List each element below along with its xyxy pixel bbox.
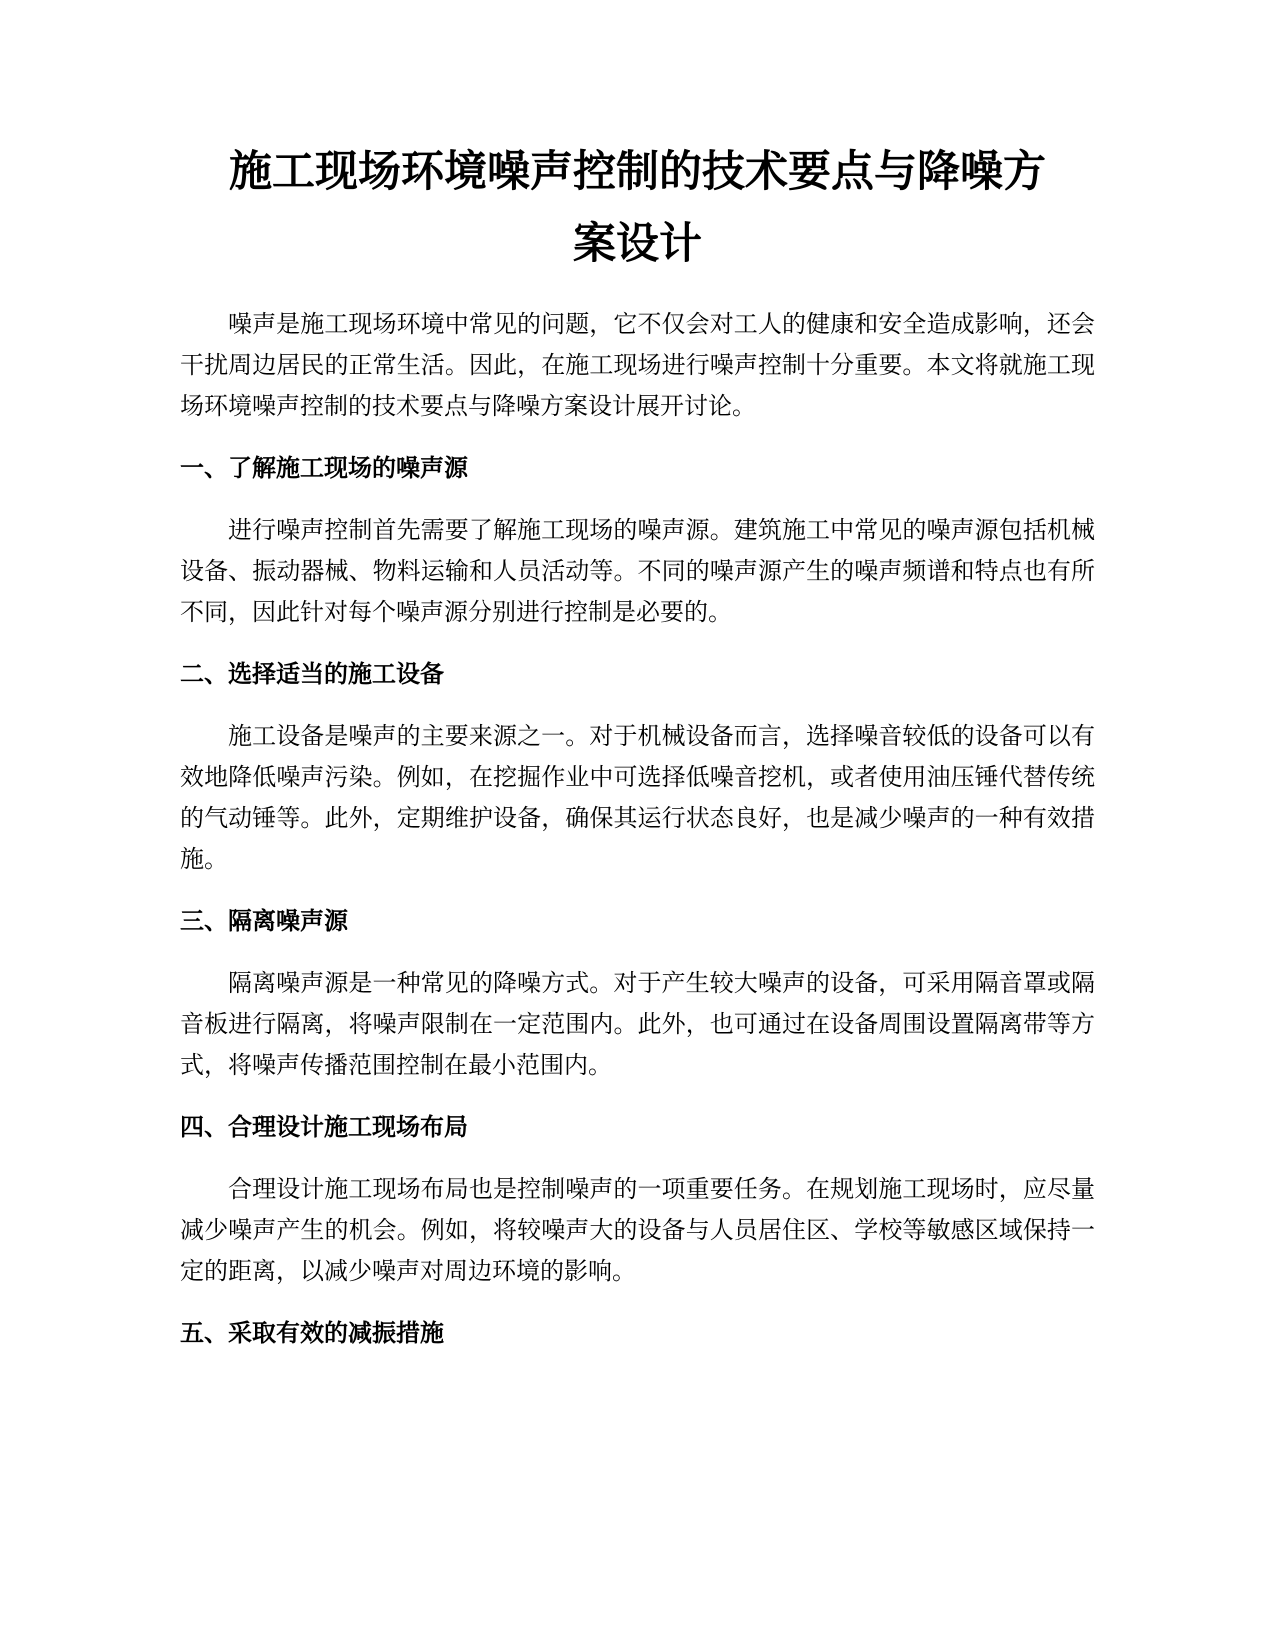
section-heading-2: 二、选择适当的施工设备 [180,660,444,688]
title-line-1: 施工现场环境噪声控制的技术要点与降噪方 [229,147,1046,197]
section-heading-1: 一、了解施工现场的噪声源 [180,454,468,482]
title-line-2: 案设计 [573,219,702,269]
section-heading-3: 三、隔离噪声源 [180,907,348,935]
section-paragraph-4: 合理设计施工现场布局也是控制噪声的一项重要任务。在规划施工现场时，应尽量减少噪声产生的机会。例如，将较噪声大的设备与人员居住区、学校等敏感区域保持一定的距离，以减少噪声对周边环境的影响。 [180,1175,1095,1285]
section-heading-4: 四、合理设计施工现场布局 [180,1113,468,1141]
section-paragraph-1: 进行噪声控制首先需要了解施工现场的噪声源。建筑施工中常见的噪声源包括机械设备、振动器械、物料运输和人员活动等。不同的噪声源产生的噪声频谱和特点也有所不同，因此针对每个噪声源分别进行控制是必要的。 [180,516,1095,626]
intro-paragraph: 噪声是施工现场环境中常见的问题，它不仅会对工人的健康和安全造成影响，还会干扰周边居民的正常生活。因此，在施工现场进行噪声控制十分重要。本文将就施工现场环境噪声控制的技术要点与降噪方案设计展开讨论。 [180,310,1095,420]
document-title [180,0,1095,280]
section-heading-5: 五、采取有效的减振措施 [180,1319,444,1347]
section-paragraph-3: 隔离噪声源是一种常见的降噪方式。对于产生较大噪声的设备，可采用隔音罩或隔音板进行隔离，将噪声限制在一定范围内。此外，也可通过在设备周围设置隔离带等方式，将噪声传播范围控制在最小范围内。 [180,969,1095,1079]
section-paragraph-2: 施工设备是噪声的主要来源之一。对于机械设备而言，选择噪音较低的设备可以有效地降低噪声污染。例如，在挖掘作业中可选择低噪音挖机，或者使用油压锤代替传统的气动锤等。此外，定期维护设备，确保其运行状态良好，也是减少噪声的一种有效措施。 [180,722,1095,873]
